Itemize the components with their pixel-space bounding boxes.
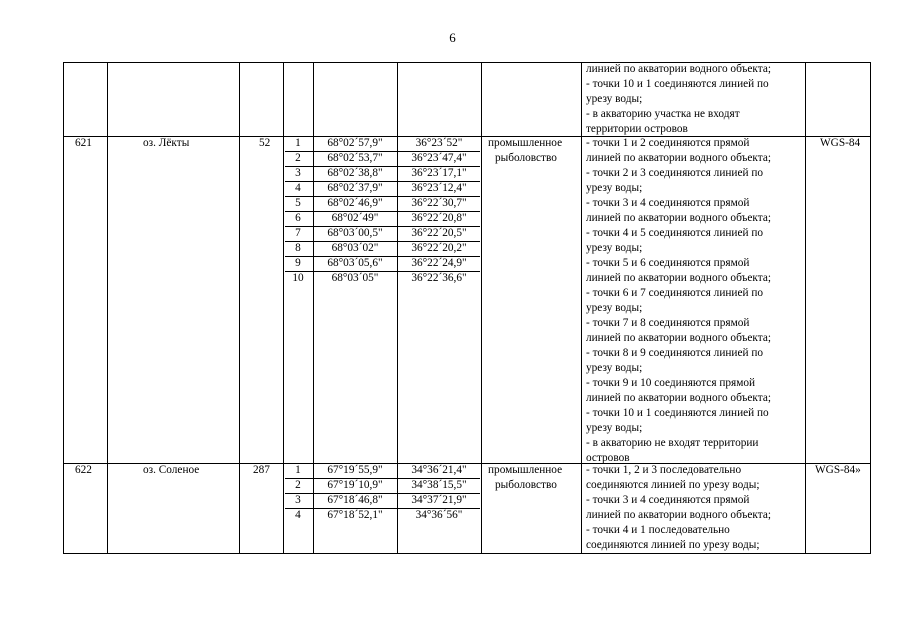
point-number: 2 [295, 479, 301, 491]
coordinate-system: WGS-84» [815, 464, 861, 476]
description-line: урезу воды; [586, 182, 643, 194]
row-number: 622 [75, 464, 92, 476]
area-value: 52 [259, 137, 271, 149]
longitude-value: 36°22´20,5" [411, 227, 467, 239]
latitude-value: 67°19´55,9" [327, 464, 383, 476]
point-number: 4 [295, 509, 301, 521]
page-number: 6 [449, 30, 456, 45]
latitude-value: 68°02´49" [331, 212, 379, 224]
point-number: 6 [295, 212, 301, 224]
latitude-value: 67°18´52,1" [327, 509, 383, 521]
description-line: линией по акватории водного объекта; [586, 63, 771, 75]
point-number: 9 [295, 257, 301, 269]
point-number: 1 [295, 464, 301, 476]
purpose-line: рыболовство [495, 479, 557, 491]
description-line: - точки 4 и 1 последовательно [586, 524, 730, 536]
latitude-value: 68°02´57,9" [327, 137, 383, 149]
latitude-value: 68°02´53,7" [327, 152, 383, 164]
description-line: линией по акватории водного объекта; [586, 509, 771, 521]
water-body-name: оз. Лёкты [143, 137, 190, 149]
description-line: - точки 8 и 9 соединяются линией по [586, 347, 764, 359]
area-value: 287 [253, 464, 270, 476]
point-number: 10 [292, 272, 304, 284]
latitude-value: 68°03´00,5" [327, 227, 383, 239]
description-line: - точки 1, 2 и 3 последовательно [586, 464, 742, 476]
longitude-value: 36°22´24,9" [411, 257, 467, 269]
latitude-value: 68°03´05,6" [327, 257, 383, 269]
description-line: - точки 1 и 2 соединяются прямой [586, 137, 750, 149]
latitude-value: 67°19´10,9" [327, 479, 383, 491]
description-line: - в акваторию не входят территории [586, 437, 759, 449]
longitude-value: 34°36´56" [415, 509, 463, 521]
description-line: - точки 9 и 10 соединяются прямой [586, 377, 756, 389]
longitude-value: 36°23´52" [415, 137, 463, 149]
latitude-value: 67°18´46,8" [327, 494, 383, 506]
description-line: линией по акватории водного объекта; [586, 332, 771, 344]
row-number: 621 [75, 137, 92, 149]
description-line: соединяются линией по урезу воды; [586, 539, 760, 551]
description-line: - точки 10 и 1 соединяются линией по [586, 407, 769, 419]
point-number: 1 [295, 137, 301, 149]
point-number: 8 [295, 242, 301, 254]
description-line: урезу воды; [586, 242, 643, 254]
description-line: линией по акватории водного объекта; [586, 212, 771, 224]
description-line: - точки 6 и 7 соединяются линией по [586, 287, 764, 299]
fishing-areas-table [63, 62, 871, 554]
point-number: 5 [295, 197, 301, 209]
latitude-value: 68°02´37,9" [327, 182, 383, 194]
longitude-value: 34°37´21,9" [411, 494, 467, 506]
description-line: урезу воды; [586, 422, 643, 434]
purpose-line: промышленное [488, 137, 563, 149]
longitude-value: 36°23´47,4" [411, 152, 467, 164]
longitude-value: 36°22´36,6" [411, 272, 467, 284]
description-line: - точки 3 и 4 соединяются прямой [586, 494, 750, 506]
description-line: урезу воды; [586, 302, 643, 314]
longitude-value: 36°23´17,1" [411, 167, 467, 179]
longitude-value: 36°23´12,4" [411, 182, 467, 194]
purpose-line: промышленное [488, 464, 563, 476]
longitude-value: 34°36´21,4" [411, 464, 467, 476]
longitude-value: 36°22´20,2" [411, 242, 467, 254]
description-line: - точки 2 и 3 соединяются линией по [586, 167, 764, 179]
description-line: - в акваторию участка не входят [586, 108, 740, 120]
description-line: - точки 10 и 1 соединяются линией по [586, 78, 769, 90]
description-line: - точки 4 и 5 соединяются линией по [586, 227, 764, 239]
description-line: линией по акватории водного объекта; [586, 152, 771, 164]
longitude-value: 36°22´20,8" [411, 212, 467, 224]
description-line: линией по акватории водного объекта; [586, 272, 771, 284]
longitude-value: 36°22´30,7" [411, 197, 467, 209]
point-number: 2 [295, 152, 301, 164]
latitude-value: 68°02´46,9" [327, 197, 383, 209]
latitude-value: 68°03´05" [331, 272, 379, 284]
latitude-value: 68°02´38,8" [327, 167, 383, 179]
point-number: 4 [295, 182, 301, 194]
description-line: линией по акватории водного объекта; [586, 392, 771, 404]
table-border [63, 553, 871, 554]
description-line: урезу воды; [586, 93, 643, 105]
coordinate-system: WGS-84 [820, 137, 861, 149]
point-number: 3 [295, 494, 301, 506]
description-line: соединяются линией по урезу воды; [586, 479, 760, 491]
description-line: - точки 5 и 6 соединяются прямой [586, 257, 750, 269]
description-line: островов [586, 452, 630, 464]
description-line: - точки 3 и 4 соединяются прямой [586, 197, 750, 209]
water-body-name: оз. Соленое [143, 464, 200, 476]
description-line: урезу воды; [586, 362, 643, 374]
description-line: - точки 7 и 8 соединяются прямой [586, 317, 750, 329]
point-number: 3 [295, 167, 301, 179]
purpose-line: рыболовство [495, 152, 557, 164]
description-line: территории островов [586, 123, 688, 135]
latitude-value: 68°03´02" [331, 242, 379, 254]
point-number: 7 [295, 227, 301, 239]
longitude-value: 34°38´15,5" [411, 479, 467, 491]
